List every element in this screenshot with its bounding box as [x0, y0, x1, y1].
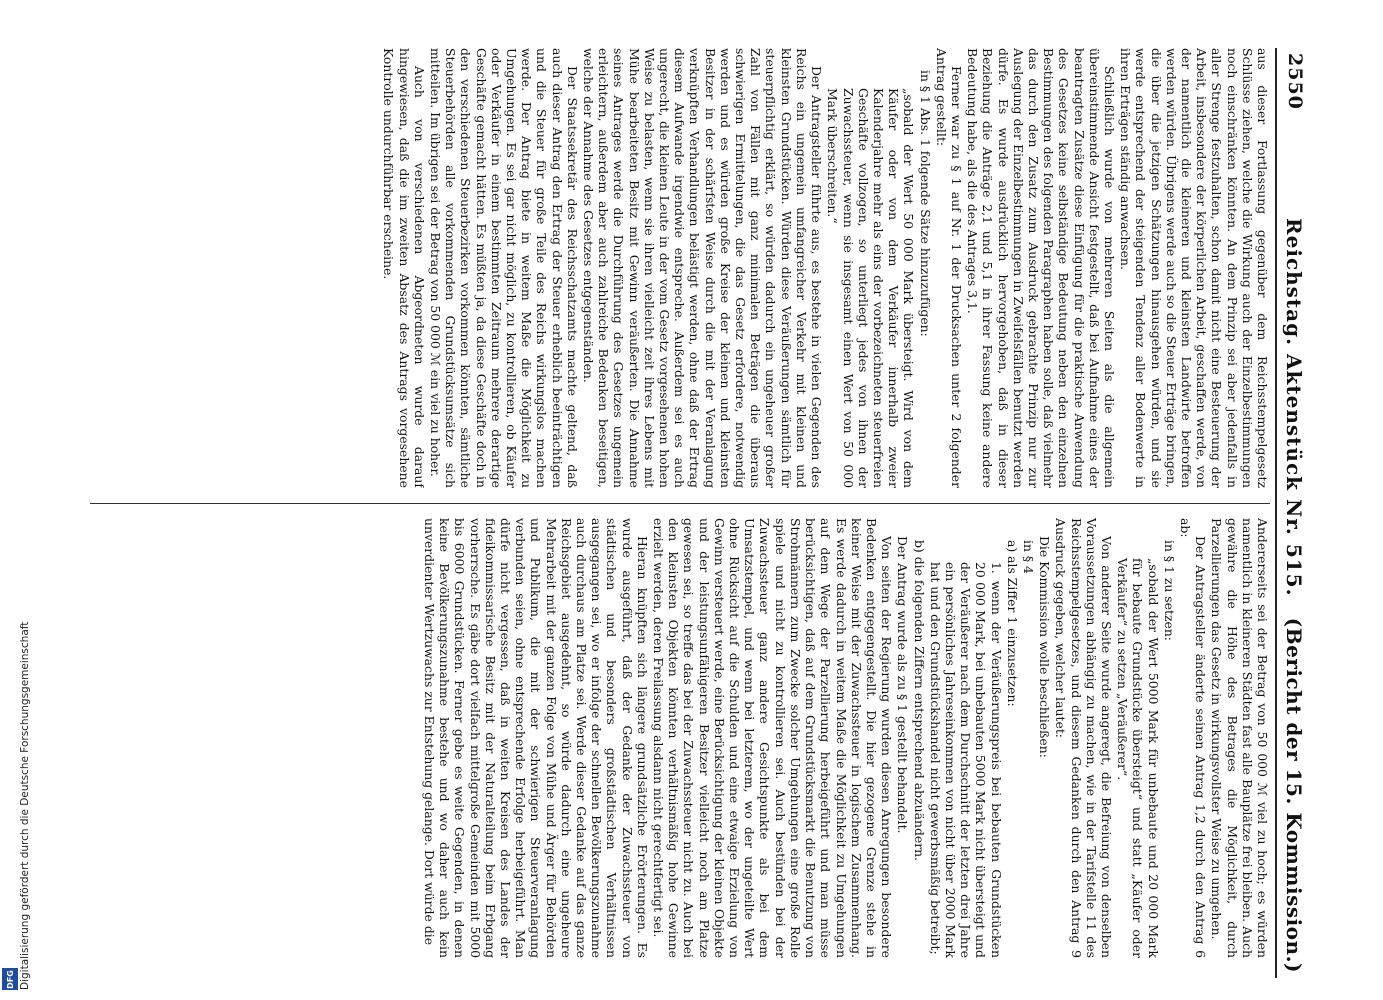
paragraph: Schließlich wurde von mehreren Seiten als die allgemein übereinstimmende Ansicht festgestellt, daß bei Aufnahme eines der beantragten Zusätze diese Einfügung für die praktische Anwendung des Gesetzes keine selbständige Bedeutung neben den einzelnen Bestimmungen des folgenden Paragraphen haben solle, daß vielmehr das durch den Zusatz zum Ausdruck gebrachte Prinzip nur zur Auslegung der Einzelbestimmungen in Zweifelsfällen benutzt werden dürfe. Es wurde ausdrücklich hervorgehoben, daß in dieser Beziehung die Anträge 2,1 und 5,1 in ihrer Fassung keine andere Bedeutung habe, als die des Antrages 3,1.	[965, 48, 1117, 488]
paragraph: a) als Ziffer 1 einzusetzen:	[1004, 540, 1020, 707]
paragraph: Hieran knüpften sich längere grundsätzliche Erörterungen. Es wurde ausgeführt, daß der Gedanke der Zuwachssteuer von städtischen und besonders großstädtischen Verhältnissen ausgegangen sei, wo er infolge der schnellen Bevölkerungszunahme auch durchaus am Platze sei. Werde dieser Gedanke auf das ganze Reichsgebiet ausgedehnt, so würde dadurch eine ungeheure Mehrarbeit mit der ganzen Folge von Mühe und Ärger für Behörden und Publikum, die mit der schwierigen Steuerveranlagung verbunden seien, ohne entsprechende Erfolge herbeigeführt. Man dürfe nicht vergessen, daß in weiten Kreisen des Landes der fideikommissarische Besitz mit der Naturalteilung beim Erbgang vorherrsche. Es gäbe dort vielfach mittelgroße Gemeinden mit 5000 bis 6000 Grundstücken. Ferner gebe es weite Gegenden, in denen keine Bevölkerungszunahme bestehe und wo daher auch kein unverdienter Wertzuwachs zur Entstehung gelange. Dort würde die	[422, 518, 650, 958]
paragraph: Ferner war zu § 1 auf Nr. 1 der Drucksachen unter 2 folgender Antrag gestellt:	[933, 48, 964, 488]
page-header	[1280, 48, 1310, 978]
page-number: 2550	[1284, 53, 1306, 110]
paragraph: Von seiten der Regierung wurden diesen Anregungen besondere Bedenken entgegengestellt. Die hier gezogene Grenze stehe in keiner Weise mit der Zuwachssteuer in logischem Zusammenhang. Es werde dadurch in weitem Maße die Möglichkeit zu Umgehungen auf dem Wege der Parzellierung herbeigeführt und man müsse berücksichtigen, daß auf dem Grundstücksmarkt die Benutzung von Strohmännern zum Zwecke solcher Umgehungen eine große Rolle spiele und nicht zu kontrollieren sei. Auch bestünden bei der Zuwachssteuer ganz andere Gesichtspunkte als bei dem Umsatzstempel, und wenn bei letzterem, wo der ungeteilte Wert ohne Rücksicht auf die Schulden und eine etwaige Erzielung von Gewinn versteuert werde, eine Berücksichtigung der kleinen Objekte und der leistungsunfähigeren Besitzer vielleicht noch am Platze gewesen sei, so treffe das bei der Zuwachssteuer nicht zu. Auch bei den kleinsten Objekten könnten verhältnismäßig hohe Gewinne erzielt werden, deren Freilassung alsdann nicht gerechtfertigt sei.	[651, 518, 895, 958]
paragraph: b) die folgenden Ziffern entsprechend abzuändern.	[911, 540, 927, 862]
sidebar	[0, 0, 31, 1000]
dfg-logo-icon	[2, 968, 18, 990]
page-subtitle: (Bericht der 15. Kommission.)	[1282, 617, 1306, 973]
paragraph: in § 4	[1020, 540, 1036, 574]
paragraph: in § 1 zu setzen:	[1161, 540, 1177, 641]
header-rule	[1275, 48, 1277, 978]
page-title: Reichstag. Aktenstück Nr. 515.	[1282, 218, 1306, 597]
quote: „sobald der Wert 50 000 Mark übersteigt. Wird von dem Käufer oder von dem Verkäufer innerhalb zweier Kalenderjahre mehr als eins der vorbezeichneten steuerfreien Geschäfte vollzogen, so unterliegt jedes von ihnen der Zuwachssteuer, wenn sie insgesamt einen Wert von 50 000 Mark überschreiten.“	[825, 88, 917, 488]
paragraph: in § 1 Abs. 1 folgende Sätze hinzuzufügen:	[917, 70, 933, 337]
paragraph: aus dieser Fortlassung gegenüber dem Reichsstempelgesetz Schlüsse ziehen, welche die Wirkung auch der Einzelbestimmungen noch einschränken könnten. An dem Prinzip sei aber jedenfalls in aller Strenge festzuhalten, schon damit nicht eine Besteuerung der Arbeit, insbesondere der körperlichen Arbeit, geschaffen werde, von der namentlich die kleineren und kleinsten Landwirte betroffen werden würden. Übrigens werde auch so die Steuer Erträge bringen, die über die jetzigen Schätzungen hinausgehen würden, und sie werde entsprechend der steigenden Tendenz aller Bodenwerte in ihren Erträgen ständig anwachsen.	[1118, 48, 1270, 488]
paragraph: Auch von verschiedenen Abgeordneten wurde darauf hingewiesen, daß die im zweiten Absatz des Antrags vorgesehene Kontrolle undurchführbar erscheine.	[381, 48, 427, 488]
paragraph: Der Antragsteller führte aus, es bestehe in vielen Gegenden des Reichs ein ungemein umfangreicher Verkehr mit kleinen und kleinsten Grundstücken. Würden diese Veräußerungen sämtlich für steuerpflichtig erklärt, so würden dadurch ein ungeheuer großer Zahl von Fällen mit ganz minimalen Beträgen die überaus schwierigen Ermittelungen, die das Gesetz erfordere, notwendig werden und es würden große Kreise der kleinen und kleinsten Besitzer in der schärfsten Weise durch die mit der Veranlagung verknüpften Verhandlungen belästigt werden, ohne daß der Ertrag diesem Aufwande irgendwie entspreche. Außerdem sei es auch ungerecht, die kleinen Leute in der vom Gesetz vorgesehenen hohen Weise zu belasten, wenn sie ihren vielleicht zeit ihres Lebens mit Mühe bearbeiteten Besitz mit Gewinn veräußerten. Die Annahme seines Antrages werde die Durchführung des Gesetzes ungemein erleichtern, außerdem aber auch zahlreiche Bedenken beseitigen, welche der Annahme des Gesetzes entgegenständen.	[581, 48, 825, 488]
paragraph: Die Kommission wolle beschließen:	[1037, 536, 1053, 758]
column-divider	[90, 503, 1270, 504]
paragraph: Der Antrag wurde als zu § 1 gestellt behandelt.	[895, 536, 911, 834]
paragraph: 1. wenn der Veräußerungspreis bei bebauten Grundstücken 20 000 Mark, bei unbebauten 5000 Mark nicht übersteigt und der Veräußerer nach dem Durchschnitt der letzten drei Jahre ein persönliches Jahreseinkommen von nicht über 2000 Mark hat und den Grundstückshandel nicht gewerbsmäßig betreibt;	[927, 562, 1004, 958]
paragraph: Andererseits sei der Betrag von 50 000 ℳ viel zu hoch; es würden namentlich in kleineren Städten fast alle Bauplätze frei bleiben. Auch gewähre die Höhe des Betrages die Möglichkeit, durch Parzellierungen das Gesetz in wirkungsvollster Weise zu umgehen.	[1209, 518, 1270, 958]
funding-note: Digitalisierung gefördert durch die Deutsche Forschungsgemeinschaft	[19, 621, 31, 990]
left-column	[90, 48, 1270, 488]
document-page	[80, 48, 1310, 978]
paragraph: Von anderer Seite wurde angeregt, die Befreiung von denselben Voraussetzungen abhängig zu machen, wie in der Tarifstelle 11 des Reichsstempelgesetzes, und diesem Gedanken durch den Antrag 9 Ausdruck gegeben, welcher lautet:	[1053, 518, 1114, 958]
right-column	[90, 518, 1270, 958]
dfg-logo-text: DFG	[5, 969, 15, 989]
paragraph: Der Antragsteller änderte seinen Antrag 1,2 durch den Antrag 6 ab:	[1177, 518, 1209, 958]
quote: „sobald der Wert 5000 Mark für unbebaute und 20 000 Mark für bebaute Grundstücke übersteigt“ und statt „Käufer oder Verkäufer“ zu setzen „Veräußerer“.	[1115, 558, 1161, 958]
paragraph: Der Staatssekretär des Reichsschatzamts machte geltend, daß auch dieser Antrag den Ertrag der Steuer erheblich beeinträchtigen und die Steuer für große Teile des Reichs wirkungslos machen werde. Der Antrag biete in weitem Maße die Möglichkeit zu Umgehungen. Es sei gar nicht möglich, zu kontrollieren, ob Käufer oder Verkäufer in einem bestimmten Zeitraum mehrere derartige Geschäfte gemacht hätten. Es müßten ja, da diese Geschäfte doch in den verschiedenen Steuerbezirken vorkommen könnten, sämtliche Steuerbehörden alle vorkommenden Grundstücksumsätze sich mitteilen. Im übrigen sei der Betrag von 50 000 ℳ ein viel zu hoher.	[428, 48, 580, 488]
